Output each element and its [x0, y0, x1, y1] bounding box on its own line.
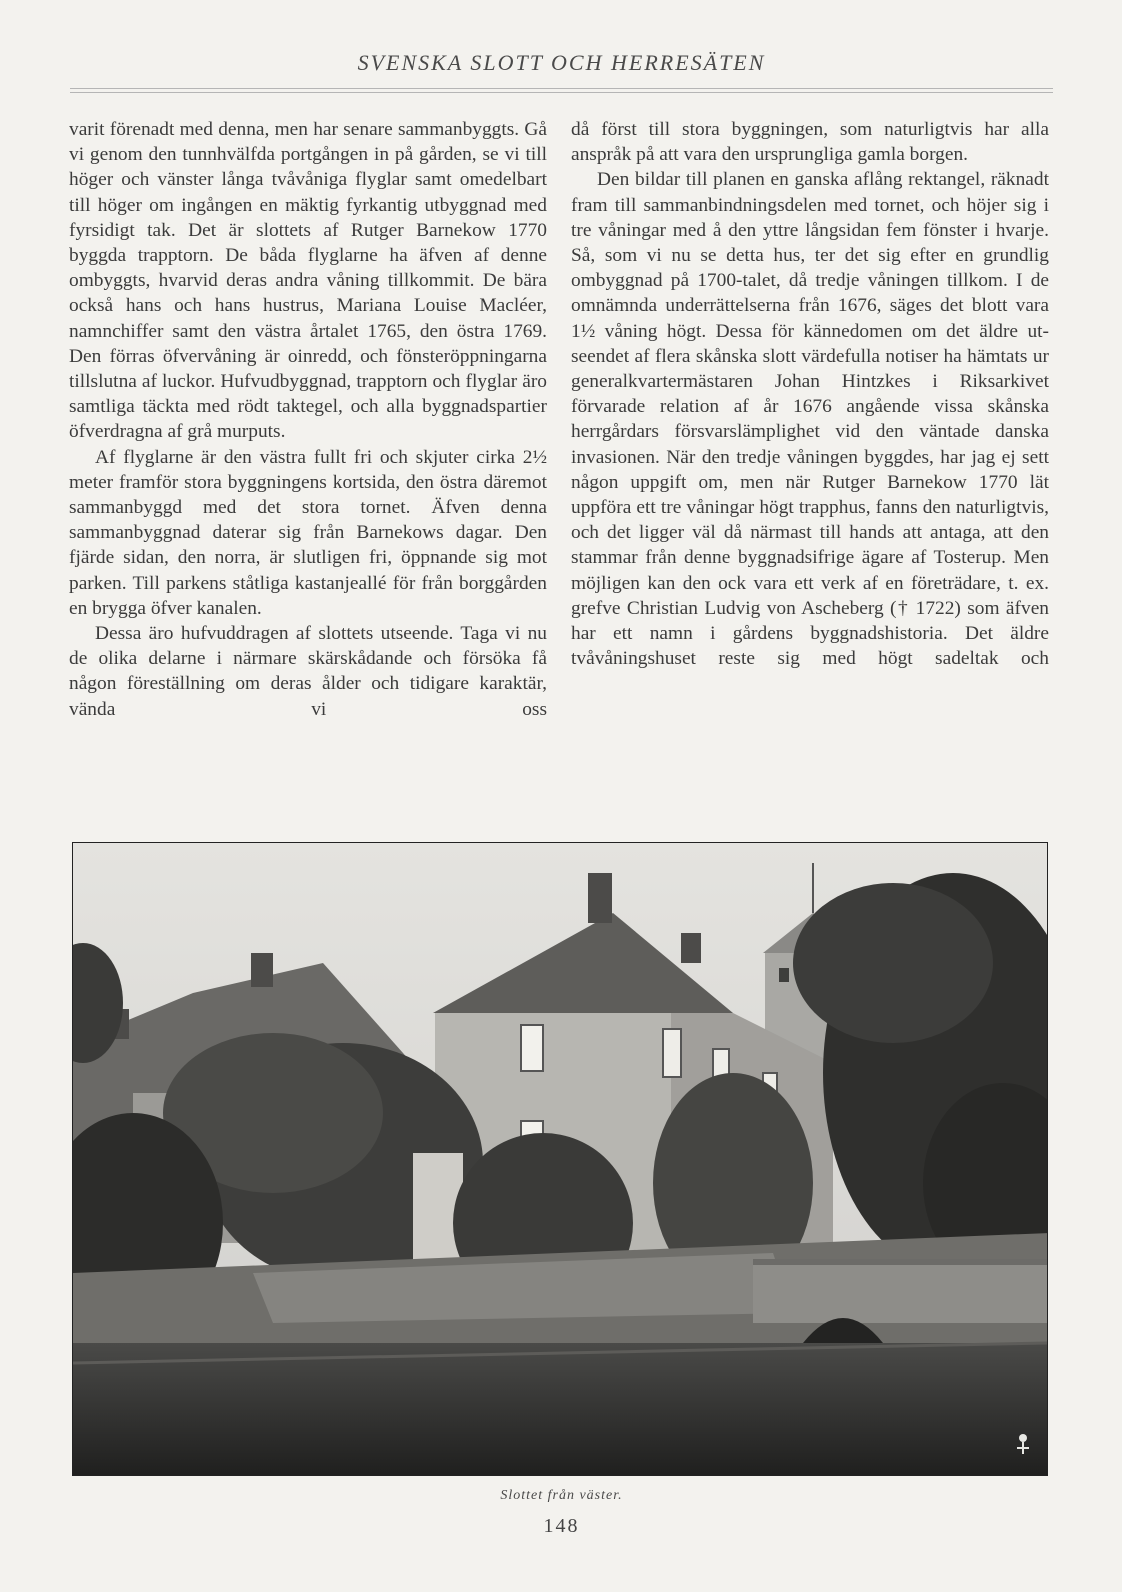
castle-photograph-drawing: [73, 843, 1048, 1476]
paragraph: varit förenadt med denna, men har senare sammanbyggts. Gå vi genom den tunnhvälfda portgången in på gården, se vi till höger och vänster långa tvåvåniga flyglar samt omedelbart till höger om ingången en mäktig fyrkantig utbyggnad med fyrsidigt tak. Det är slottets af Rutger Barnekow 1770 byggda trapptorn. De båda flyglarne ha äfven af denne ombyggts, hvarvid deras andra våning tillkommit. De bära också hans och hans hustrus, Mariana Louise Macléer, namnchiffer samt den västra årtalet 1765, den östra 1769. Den förras öfvervåning är oinredd, och fönsteröppningarna tillslutna af luckor. Hufvudbyggnad, trapptorn och flyglar äro samtliga täckta med rödt taktegel, och alla byggnadspartier öfverdragna af grå murputs.: [69, 119, 547, 443]
header-rule-bottom: [70, 92, 1053, 93]
figure-caption: Slottet från väster.: [500, 1488, 623, 1503]
paragraph: Af flyglarne är den västra fullt fri och skjuter cirka 2½ meter framför stora byggningens kortsida, den östra däremot sammanbyggd med det stora tornet. Äfven denna sammanbyggnad daterar sig från Barnekows dagar. Den fjärde sidan, den norra, är slutligen fri, öppnande sig mot parken. Till parkens ståtliga kastanjeallé för från borggården en brygga öfver kanalen.: [69, 446, 547, 619]
paragraph: då först till stora byggningen, som naturligtvis har alla anspråk på att vara den ursprungliga gamla borgen.: [571, 119, 1049, 166]
right-column: [571, 117, 1049, 671]
page-number: 148: [543, 1515, 580, 1537]
header-rule-top: [70, 88, 1053, 89]
left-column: [69, 117, 547, 722]
paragraph: Den bildar till planen en ganska aflång rektangel, räknadt fram till sammanbindningsdelen med tornet, och höjer sig i tre våningar med å den yttre långsidan fem fönster i hvarje. Så, som vi nu se detta hus, ter det sig efter en grundlig ombyggnad på 1700-talet, då tredje våningen tillkom. I de omnämnda underrättelserna från 1676, säges det blott vara 1½ våning högt. Dessa för kännedomen om det äldre utseendet af flera skånska slott värdefulla notiser ha hämtats ur generalkvartermästaren Johan Hintzkes i Riksarkivet förvarade relation af år 1676 angående vissa skånska herrgårdars försvarslämplighet vid den väntade danska invasionen. När den tredje våningen byggdes, har jag ej sett någon uppgift om, men när Rutger Barnekow 1770 lät uppföra ett tre våningar högt trapphus, fanns den naturligtvis, och det ligger väl då närmast till hands att antaga, att den stammar från denne byggnadsifrige ägare af Tosterup. Men möjligen kan den ock vara ett verk af en företrädare, t. ex. grefve Christian Ludvig von Ascheberg († 1722) som äfven har ett namn i gårdens byggnadshistoria. Det äldre tvåvåningshuset reste sig med högt sadeltak och: [571, 169, 1049, 670]
paragraph: Dessa äro hufvuddragen af slottets utseende. Taga vi nu de olika delarne i närmare skärskådande och försöka få någon föreställning om deras ålder och tidigare karaktär, vända vi oss: [69, 623, 547, 720]
castle-photograph: [72, 842, 1048, 1476]
running-header: SVENSKA SLOTT OCH HERRESÄTEN: [357, 50, 766, 75]
